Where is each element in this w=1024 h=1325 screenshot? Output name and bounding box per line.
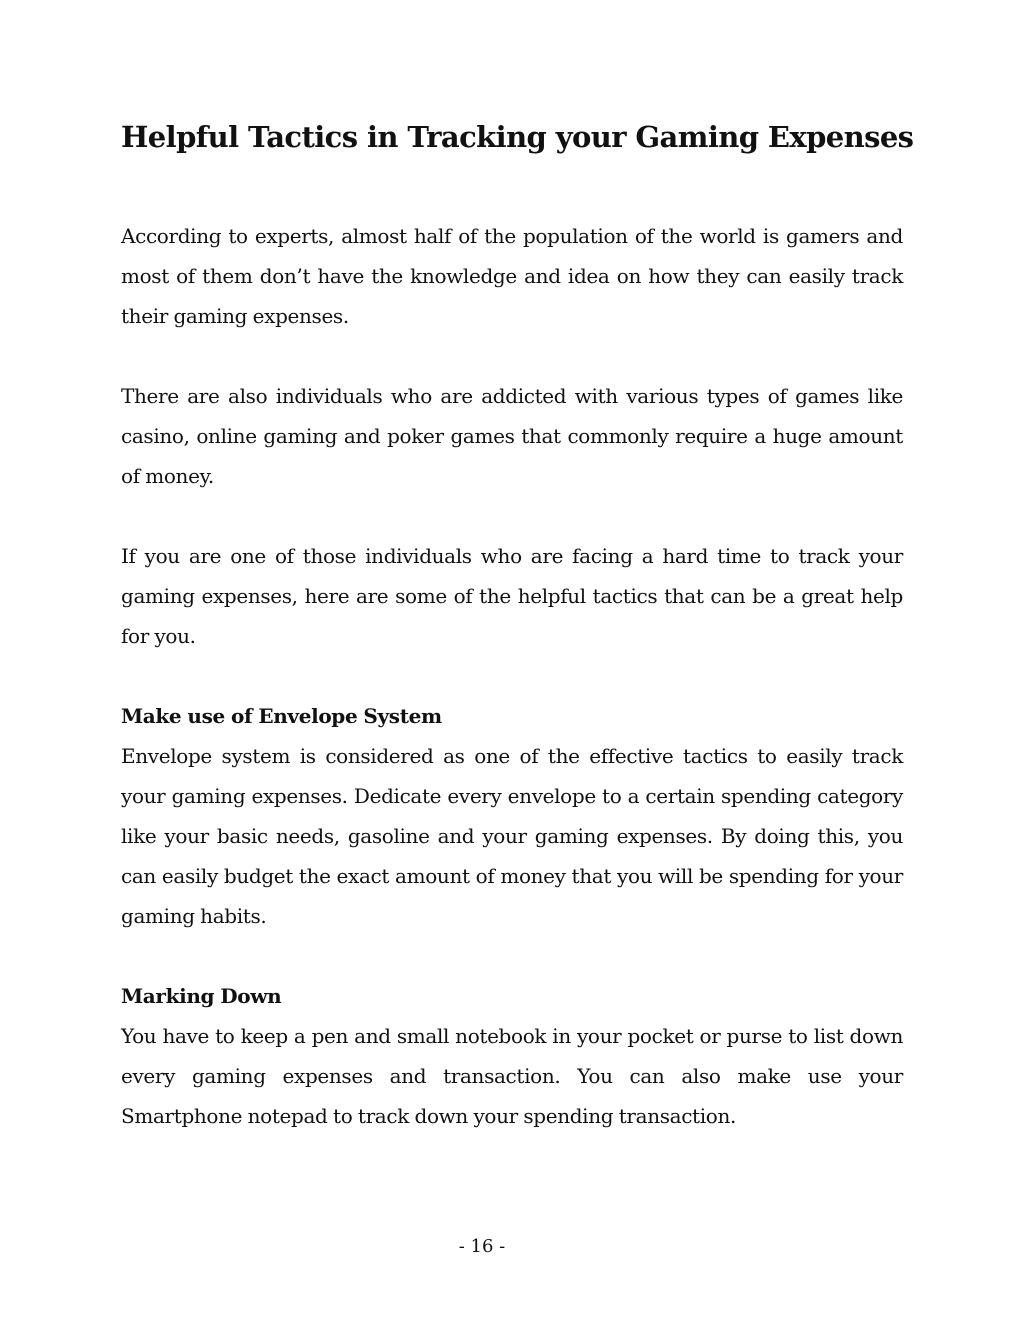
section-heading-envelope-system: Make use of Envelope System (121, 704, 442, 728)
section-text-envelope-system: Envelope system is considered as one of the effective tactics to easily track your gaming expenses. Dedicate every envelope to a certain spending category like your basic needs, gasoline and your gaming expenses. By doing this, you can easily budget the exact amount of money that you will be spending for your gaming habits. (121, 744, 903, 928)
paragraph-intro: According to experts, almost half of the population of the world is gamers and most of them don’t have the knowledge and idea on how they can easily track their gaming expenses. (121, 224, 903, 328)
paragraph-tactics-intro: If you are one of those individuals who are facing a hard time to track your gaming expenses, here are some of the helpful tactics that can be a great help for you. (121, 544, 903, 648)
page-title: Helpful Tactics in Tracking your Gaming Expenses (121, 120, 914, 154)
paragraph-addiction: There are also individuals who are addicted with various types of games like casino, online gaming and poker games that commonly require a huge amount of money. (121, 384, 903, 488)
page-number: - 16 - (458, 1236, 506, 1257)
section-text-marking-down: You have to keep a pen and small notebook in your pocket or purse to list down every gaming expenses and transaction. You can also make use your Smartphone notepad to track down your spending transaction. (121, 1024, 903, 1128)
document-body (121, 216, 903, 1176)
section-heading-marking-down: Marking Down (121, 984, 282, 1008)
